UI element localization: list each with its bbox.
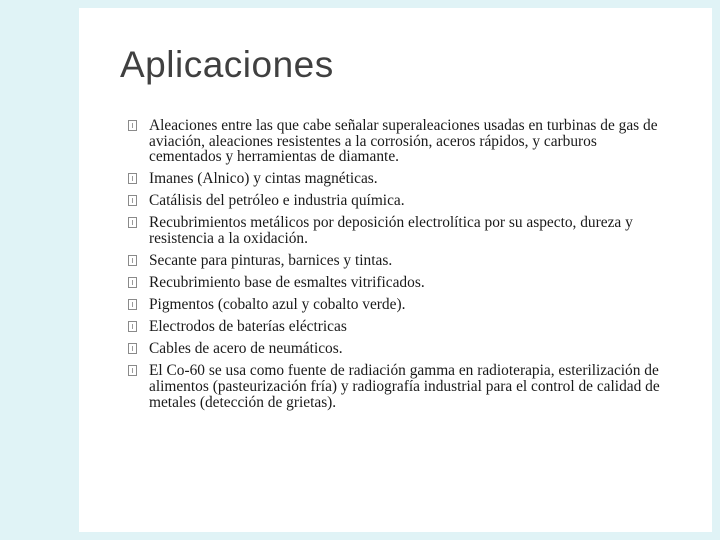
bullet-item-electrodes [128,319,668,335]
bullet-text: Pigmentos (cobalto azul y cobalto verde). [149,296,406,314]
bottom-border-band [0,532,720,540]
bullet-text: Cables de acero de neumáticos. [149,340,343,358]
right-border-band [712,0,720,540]
bullet-box-icon [128,343,137,354]
bullet-text: Electrodos de baterías eléctricas [149,318,347,336]
top-border-band [0,0,720,8]
bullet-item-catalysis [128,193,668,209]
bullet-box-icon [128,277,137,288]
bullet-item-magnets [128,171,668,187]
bullet-text: Catálisis del petróleo e industria química. [149,192,405,210]
bullet-item-pigments [128,297,668,313]
bullet-text: Recubrimientos metálicos por deposición electrolítica por su aspecto, dureza y resistencia a la oxidación. [149,214,633,248]
bullet-item-co60 [128,363,668,410]
bullet-box-icon [128,299,137,310]
bullet-box-icon [128,120,137,131]
bullet-item-superalloys [128,118,668,165]
bullet-list [128,118,668,417]
bullet-box-icon [128,217,137,228]
bullet-box-icon [128,173,137,184]
left-accent-band [0,0,79,540]
bullet-item-coatings [128,215,668,246]
bullet-box-icon [128,255,137,266]
bullet-text: Imanes (Alnico) y cintas magnéticas. [149,170,378,188]
slide-title: Aplicaciones [120,44,334,85]
bullet-text: Aleaciones entre las que cabe señalar superaleaciones usadas en turbinas de gas de aviación, aleaciones resistentes a la corrosión, aceros rápidos, y carburos cementados y herramientas de diamante. [149,117,658,166]
bullet-box-icon [128,321,137,332]
bullet-text: Secante para pinturas, barnices y tintas. [149,252,393,270]
bullet-item-enamels [128,275,668,291]
bullet-text: Recubrimiento base de esmaltes vitrificados. [149,274,425,292]
bullet-item-tire-cables [128,341,668,357]
bullet-box-icon [128,365,137,376]
bullet-text: El Co-60 se usa como fuente de radiación gamma en radioterapia, esterilización de alimentos (pasteurización fría) y radiografía industrial para el control de calidad de metales (detección de grietas). [149,362,660,411]
bullet-item-drier [128,253,668,269]
bullet-box-icon [128,195,137,206]
